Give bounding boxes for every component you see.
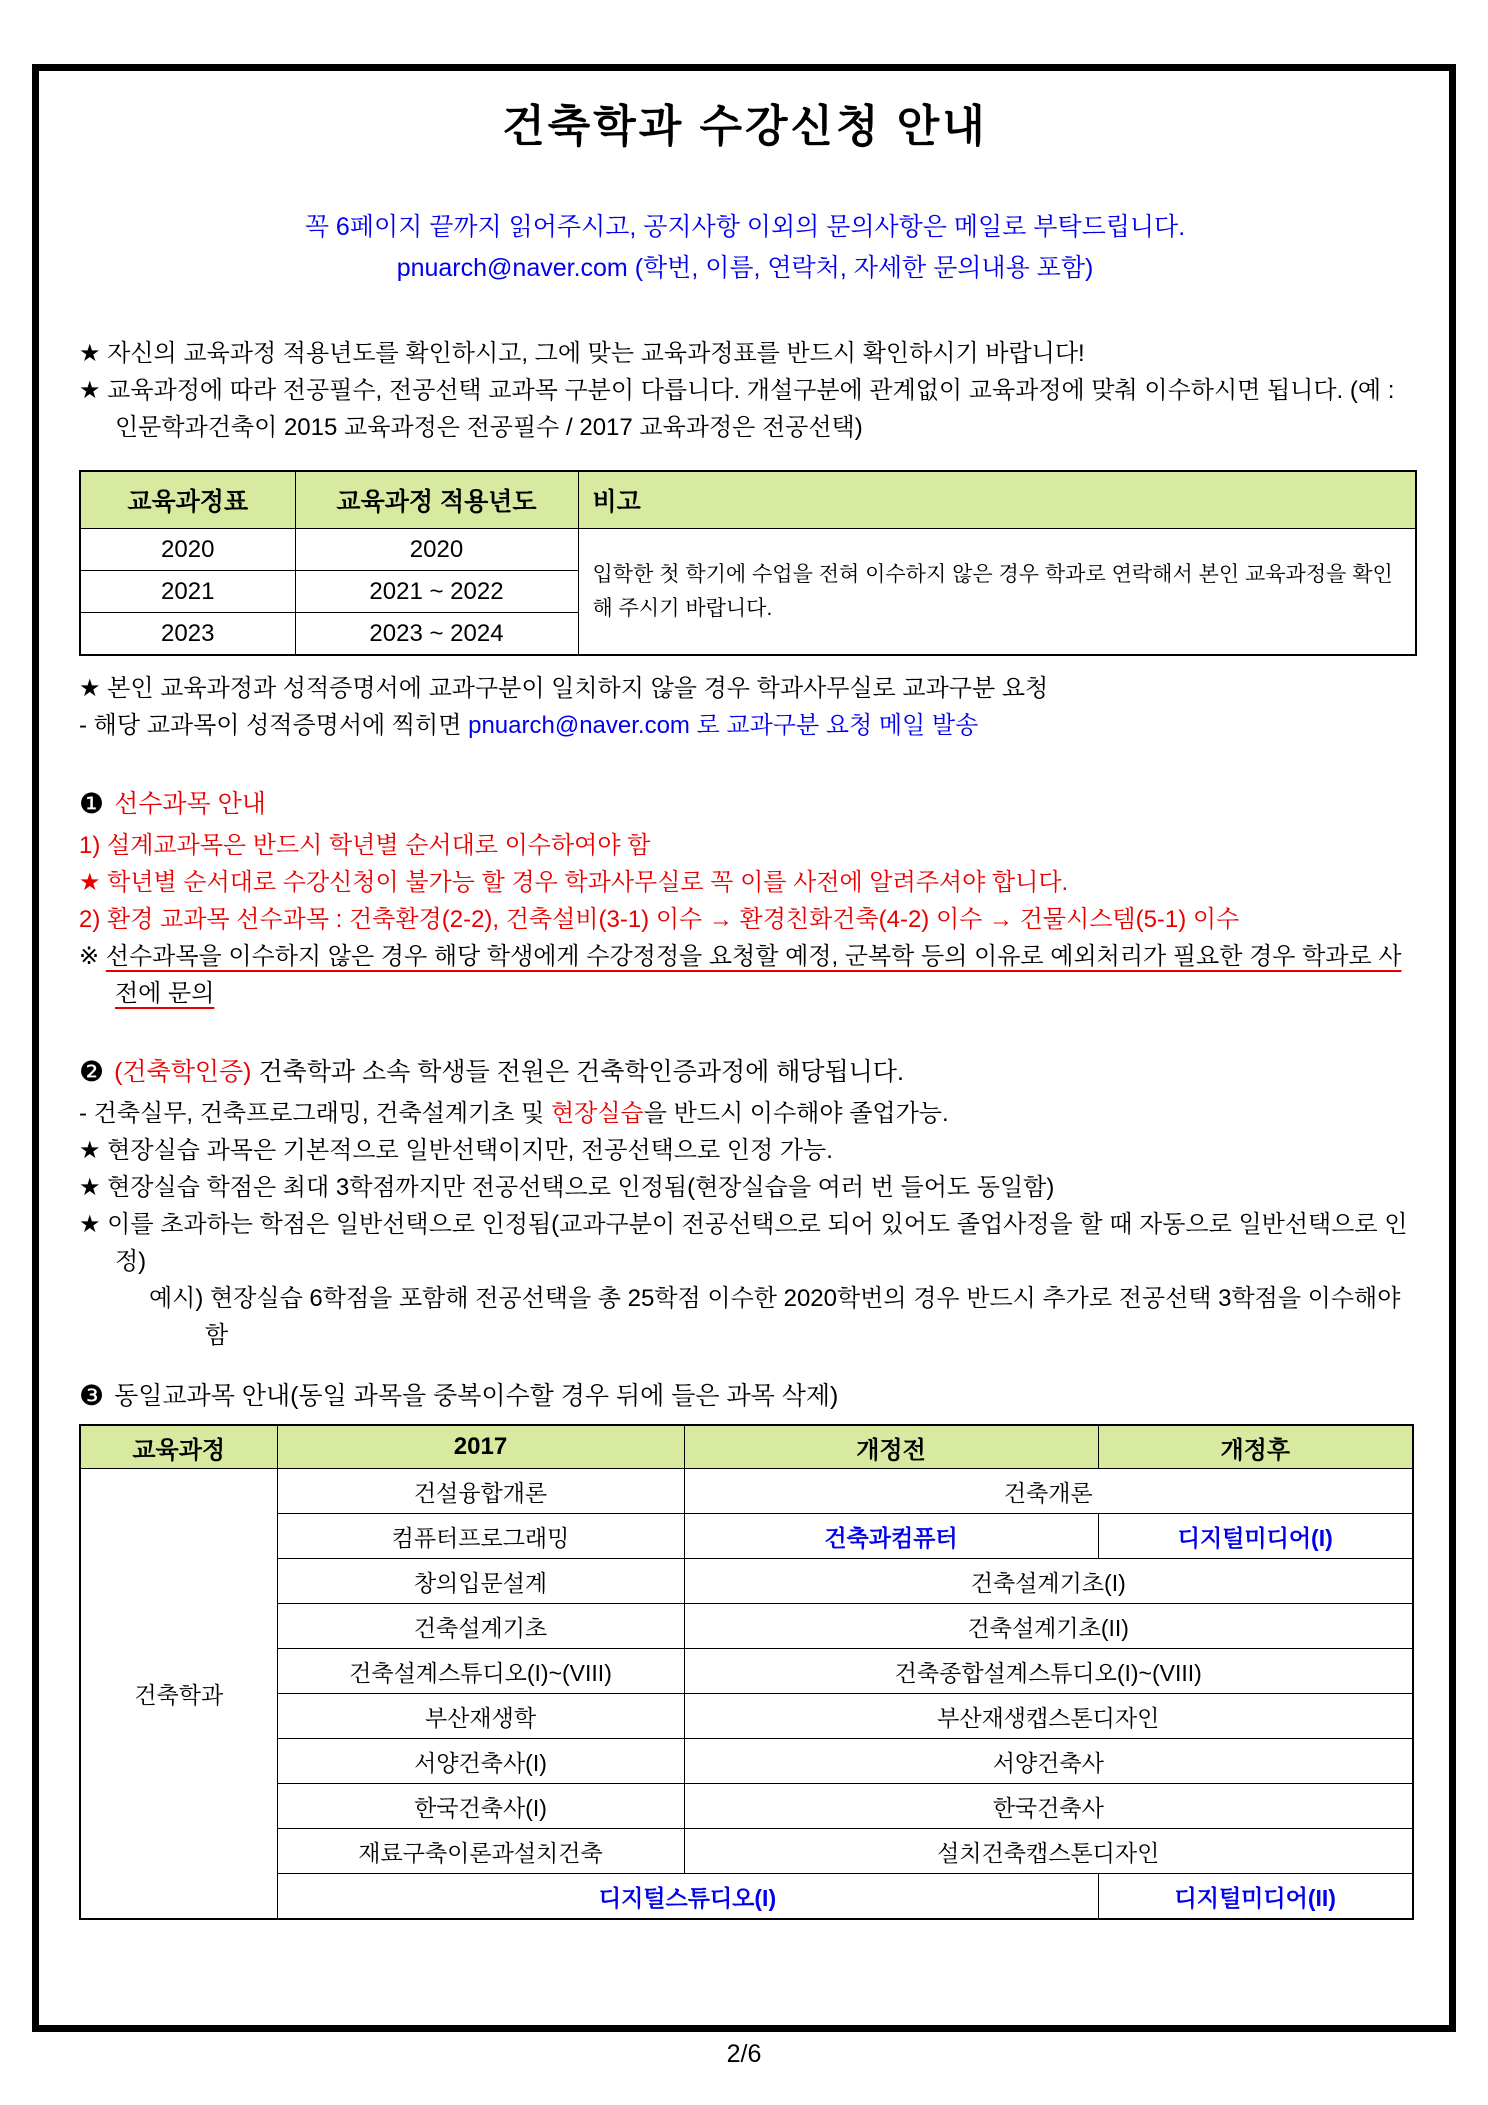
cell-2017-course: 서양건축사(I) bbox=[277, 1739, 684, 1784]
reference-mark-icon: ※ bbox=[79, 943, 100, 970]
table-row bbox=[80, 1559, 1413, 1604]
accred-item-4: ★ 이를 초과하는 학점은 일반선택으로 인정됨(교과구분이 전공선택으로 되어 있어도 졸업사정을 할 때 자동으로 일반선택으로 인정) bbox=[79, 1211, 1408, 1275]
cell-equivalent-course: 서양건축사 bbox=[684, 1739, 1413, 1784]
table-row bbox=[80, 529, 1416, 571]
table-row bbox=[80, 1469, 1413, 1514]
section-2-heading bbox=[79, 1052, 1411, 1092]
accred-example: 예시) 현장실습 6학점을 포함해 전공선택을 총 25학점 이수한 2020학번의 경우 반드시 추가로 전공선택 3학점을 이수해야 함 bbox=[149, 1285, 1401, 1349]
cell-equivalent-course: 건축종합설계스튜디오(I)~(VIII) bbox=[684, 1649, 1413, 1694]
accred-item-2: ★ 현장실습 과목은 기본적으로 일반선택이지만, 전공선택으로 인정 가능. bbox=[79, 1137, 833, 1164]
cell-equivalent-course: 건축설계기초(I) bbox=[684, 1559, 1413, 1604]
cell-years: 2023 ~ 2024 bbox=[295, 613, 578, 656]
prereq-item-4 bbox=[79, 938, 1411, 1012]
cell-2017-course: 컴퓨터프로그래밍 bbox=[277, 1514, 684, 1559]
cell-2017-course: 한국건축사(I) bbox=[277, 1784, 684, 1829]
col-header-curriculum: 교육과정 bbox=[80, 1425, 277, 1469]
accred-item-3: ★ 현장실습 학점은 최대 3학점까지만 전공선택으로 인정됨(현장실습을 여러 번 들어도 동일함) bbox=[79, 1174, 1055, 1201]
table-header-row bbox=[80, 471, 1416, 529]
notice-line-2-email: pnuarch@naver.com (학번, 이름, 연락처, 자세한 문의내용 포함) bbox=[396, 254, 1094, 282]
prereq-item-4-text: 선수과목을 이수하지 않은 경우 해당 학생에게 수강정정을 요청할 예정, 군복학 등의 이유로 예외처리가 필요한 경우 학과로 사전에 문의 bbox=[105, 943, 1402, 1007]
section-2-title-rest: 건축학과 소속 학생들 전원은 건축학인증과정에 해당됩니다. bbox=[251, 1058, 904, 1086]
intro-bullet-1: ★ 자신의 교육과정 적용년도를 확인하시고, 그에 맞는 교육과정표를 반드시 확인하시기 바랍니다! bbox=[79, 340, 1085, 367]
page-frame bbox=[32, 64, 1456, 2032]
cell-2017-course: 건축설계기초 bbox=[277, 1604, 684, 1649]
section-accreditation bbox=[79, 1052, 1411, 1354]
table-row bbox=[80, 1874, 1413, 1920]
section-3-title: 동일교과목 안내(동일 과목을 중복이수할 경우 뒤에 들은 과목 삭제) bbox=[114, 1382, 839, 1410]
cell-equivalent-course: 건축설계기초(II) bbox=[684, 1604, 1413, 1649]
table-row bbox=[80, 1514, 1413, 1559]
section-2-title-red: (건축학인증) bbox=[114, 1058, 252, 1086]
accred-item-1-post: 을 반드시 이수해야 졸업가능. bbox=[643, 1100, 949, 1127]
col-header-curriculum: 교육과정표 bbox=[80, 471, 295, 529]
col-header-after-revision: 개정후 bbox=[1098, 1425, 1413, 1469]
section-1-number-icon: ❶ bbox=[79, 788, 105, 819]
cell-equivalent-course: 설치건축캡스톤디자인 bbox=[684, 1829, 1413, 1874]
table-row bbox=[80, 1739, 1413, 1784]
section-2-number-icon: ❷ bbox=[79, 1056, 105, 1087]
page-number: 2/6 bbox=[726, 2040, 762, 2068]
section-prerequisites bbox=[79, 784, 1411, 1012]
col-header-before-revision: 개정전 bbox=[684, 1425, 1098, 1469]
section-1-heading bbox=[79, 784, 1411, 824]
col-header-remark: 비고 bbox=[578, 471, 1416, 529]
transcript-note-bullet: ★ 본인 교육과정과 성적증명서에 교과구분이 일치하지 않을 경우 학과사무실로 교과구분 요청 bbox=[79, 675, 1049, 702]
table-row bbox=[80, 1694, 1413, 1739]
section-3-number-icon: ❸ bbox=[79, 1380, 105, 1411]
transcript-note-email-line bbox=[79, 707, 1411, 744]
cell-2017-course: 재료구축이론과설치건축 bbox=[277, 1829, 684, 1874]
intro-bullet-2: ★ 교육과정에 따라 전공필수, 전공선택 교과목 구분이 다릅니다. 개설구분에 관계없이 교육과정에 맞춰 이수하시면 됩니다. (예 : 인문학과건축이 2015 교육과정은 전공필수 / 2017 교육과정은 전공선택) bbox=[79, 377, 1395, 441]
email-line-prefix: - 해당 교과목이 성적증명서에 찍히면 bbox=[79, 712, 469, 739]
cell-2017-course: 창의입문설계 bbox=[277, 1559, 684, 1604]
transcript-note-list bbox=[79, 670, 1411, 744]
cell-years: 2021 ~ 2022 bbox=[295, 571, 578, 613]
prereq-item-1: 1) 설계교과목은 반드시 학년별 순서대로 이수하여야 함 bbox=[79, 832, 651, 859]
cell-curriculum: 2023 bbox=[80, 613, 295, 656]
cell-equivalent-course: 부산재생캡스톤디자인 bbox=[684, 1694, 1413, 1739]
curriculum-year-table bbox=[79, 470, 1417, 656]
accred-item-1 bbox=[79, 1095, 1411, 1132]
cell-after-course: 디지털미디어(I) bbox=[1098, 1514, 1413, 1559]
equivalent-course-table bbox=[79, 1424, 1414, 1920]
col-header-2017: 2017 bbox=[277, 1425, 684, 1469]
accred-item-1-highlight: 현장실습 bbox=[550, 1100, 644, 1127]
table-row bbox=[80, 1829, 1413, 1874]
col-header-applied-years: 교육과정 적용년도 bbox=[295, 471, 578, 529]
cell-after-course: 디지털미디어(II) bbox=[1098, 1874, 1413, 1920]
table-header-row bbox=[80, 1425, 1413, 1469]
email-request-text: pnuarch@naver.com 로 교과구분 요청 메일 발송 bbox=[468, 712, 979, 739]
notice-block bbox=[79, 207, 1411, 289]
cell-before-course: 건축과컴퓨터 bbox=[684, 1514, 1098, 1559]
page-title: 건축학과 수강신청 안내 bbox=[502, 102, 988, 151]
cell-equivalent-course: 건축개론 bbox=[684, 1469, 1413, 1514]
cell-2017-before-merged-course: 디지털스튜디오(I) bbox=[277, 1874, 1098, 1920]
prereq-item-3: 2) 환경 교과목 선수과목 : 건축환경(2-2), 건축설비(3-1) 이수 → 환경친화건축(4-2) 이수 → 건물시스템(5-1) 이수 bbox=[79, 906, 1240, 933]
table-row bbox=[80, 1604, 1413, 1649]
section-1-title: 선수과목 안내 bbox=[114, 790, 266, 818]
cell-department: 건축학과 bbox=[80, 1469, 277, 1920]
table-row bbox=[80, 1784, 1413, 1829]
notice-line-1: 꼭 6페이지 끝까지 읽어주시고, 공지사항 이외의 문의사항은 메일로 부탁드립니다. bbox=[304, 213, 1186, 241]
cell-curriculum: 2020 bbox=[80, 529, 295, 571]
cell-years: 2020 bbox=[295, 529, 578, 571]
cell-equivalent-course: 한국건축사 bbox=[684, 1784, 1413, 1829]
prereq-item-2: ★ 학년별 순서대로 수강신청이 불가능 할 경우 학과사무실로 꼭 이를 사전에 알려주셔야 합니다. bbox=[79, 869, 1069, 896]
cell-2017-course: 건설융합개론 bbox=[277, 1469, 684, 1514]
cell-remark: 입학한 첫 학기에 수업을 전혀 이수하지 않은 경우 학과로 연락해서 본인 교육과정을 확인해 주시기 바랍니다. bbox=[578, 529, 1416, 656]
intro-list bbox=[79, 335, 1411, 446]
accred-item-1-pre: - 건축실무, 건축프로그래밍, 건축설계기초 및 bbox=[79, 1100, 551, 1127]
cell-2017-course: 건축설계스튜디오(I)~(VIII) bbox=[277, 1649, 684, 1694]
table-row bbox=[80, 1649, 1413, 1694]
cell-2017-course: 부산재생학 bbox=[277, 1694, 684, 1739]
section-duplicate-courses bbox=[79, 1376, 1411, 1920]
cell-curriculum: 2021 bbox=[80, 571, 295, 613]
section-3-heading bbox=[79, 1376, 1411, 1416]
